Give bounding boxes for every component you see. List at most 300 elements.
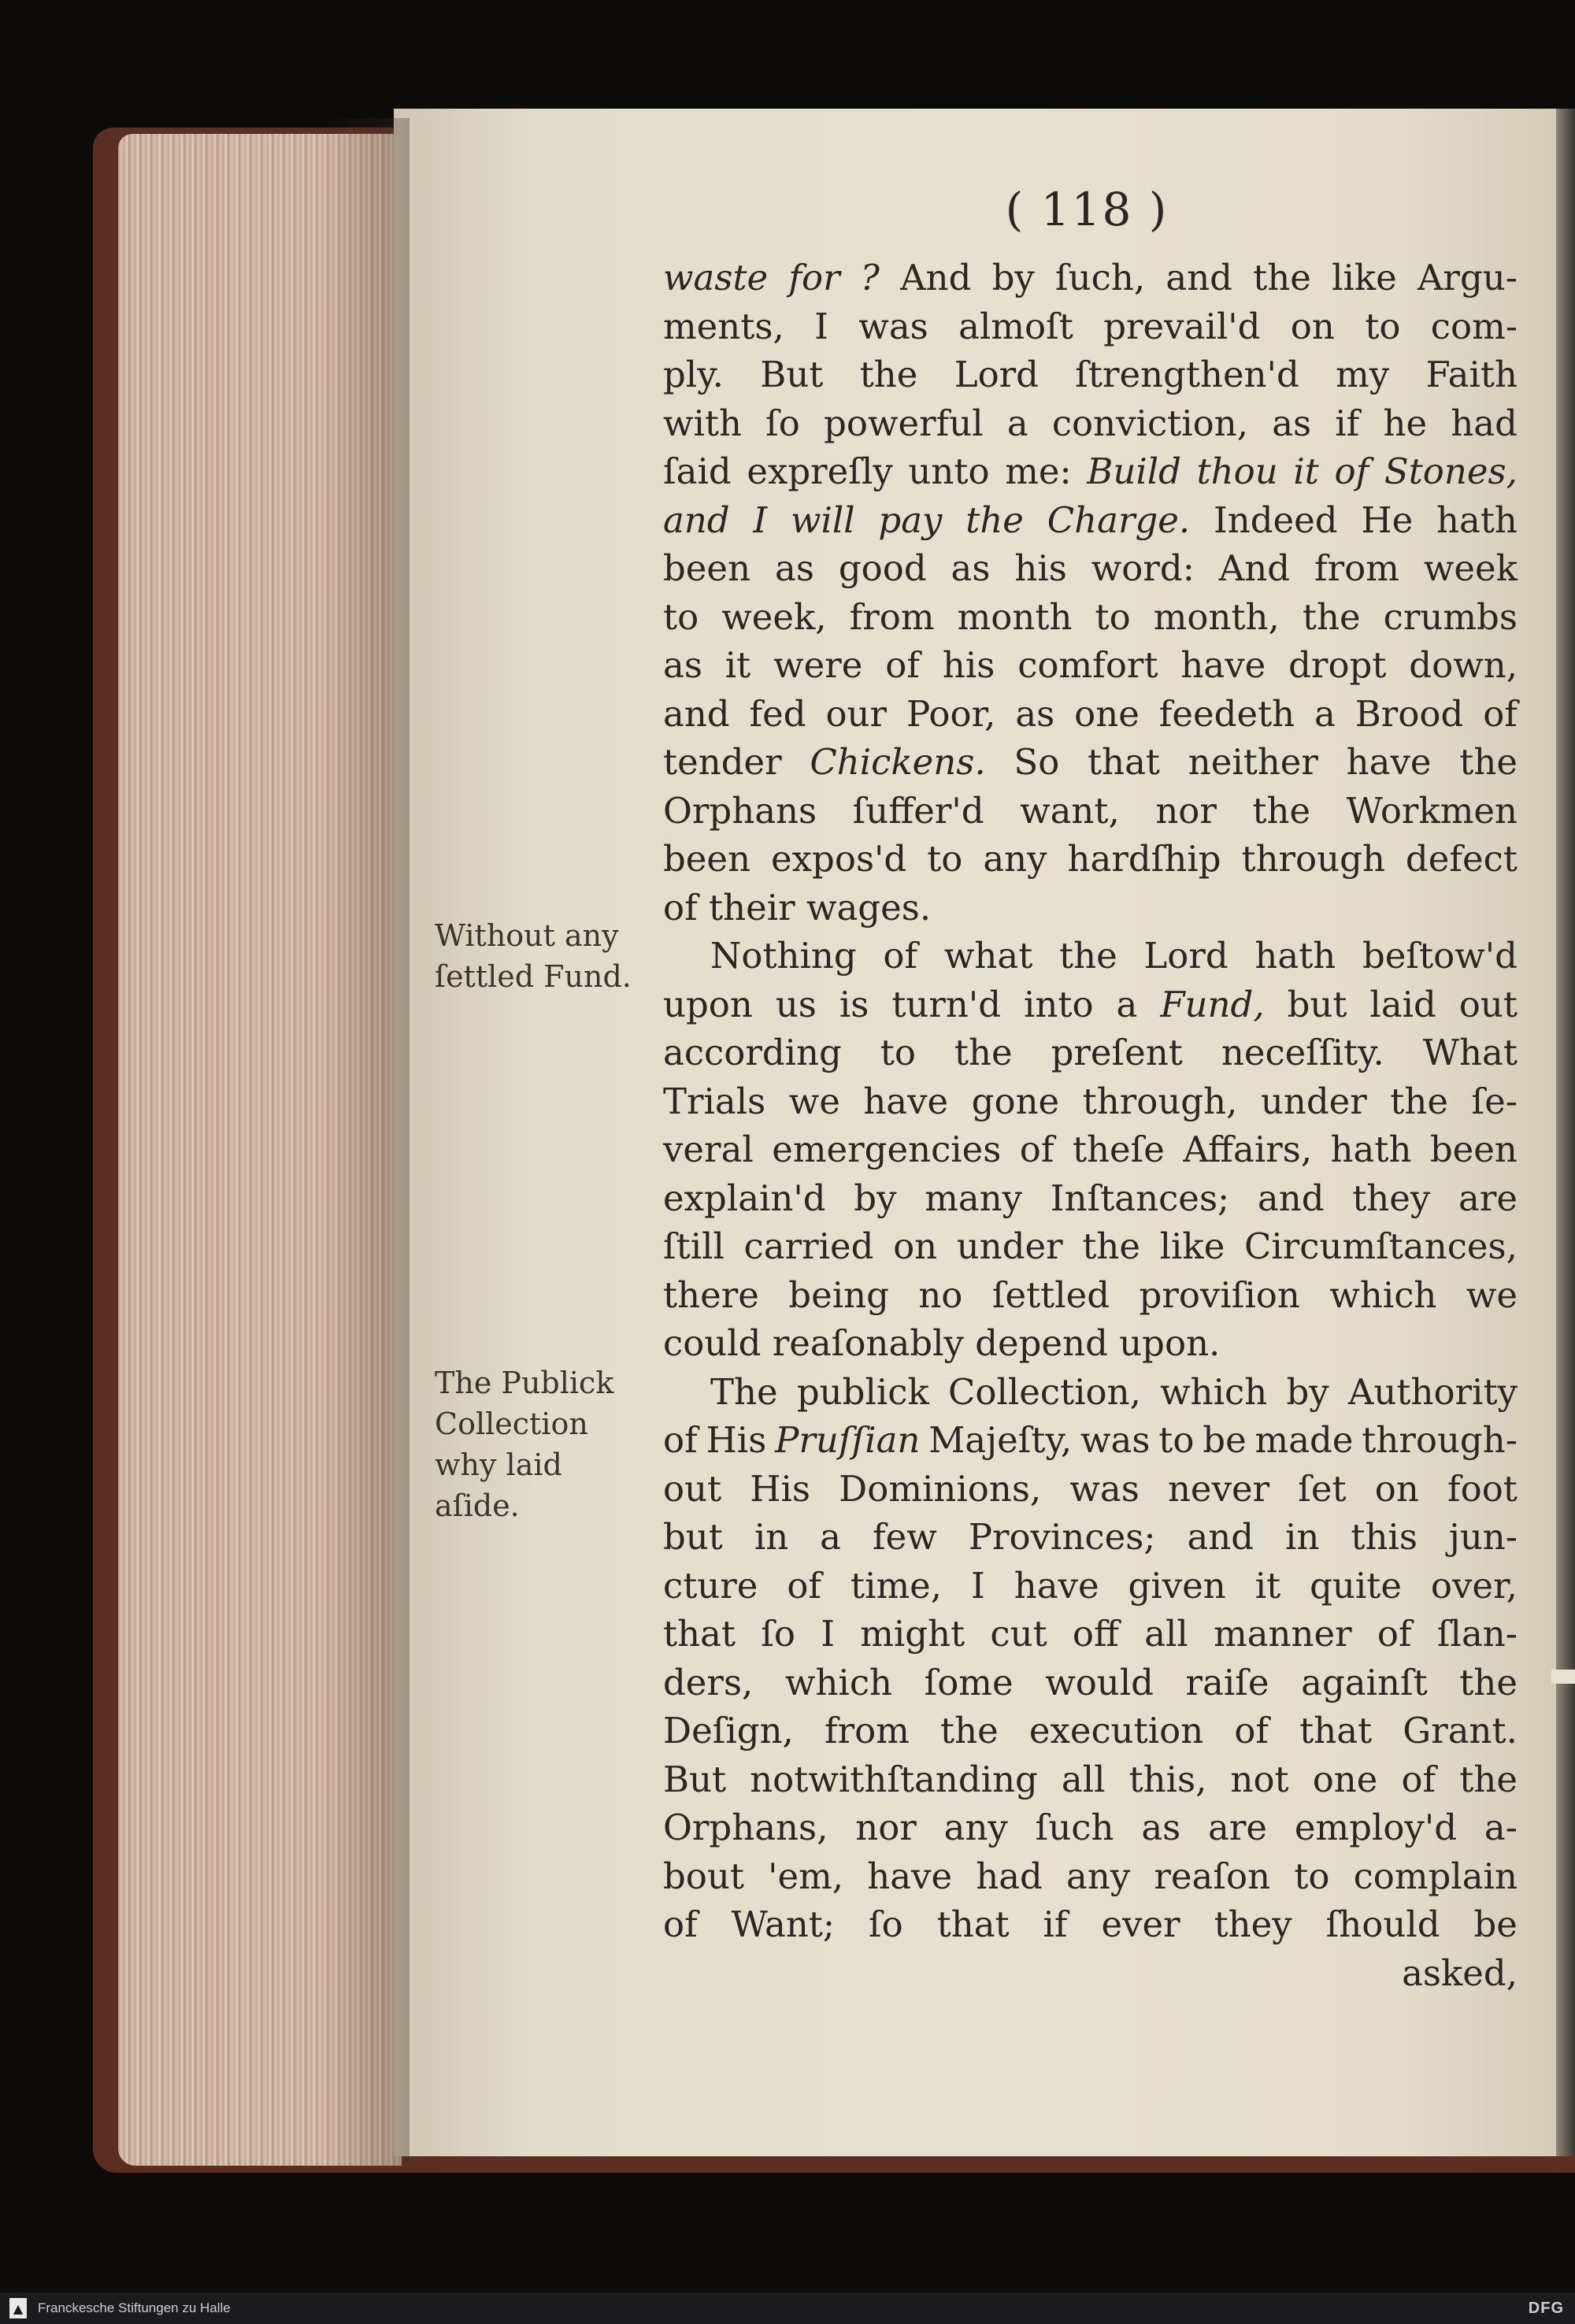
page-tab <box>1551 1670 1575 1684</box>
text-word: againſt <box>1301 1661 1428 1703</box>
text-word: the <box>1459 1661 1518 1703</box>
margin-note-settled-fund <box>435 915 655 997</box>
text-word: we <box>1466 1273 1518 1316</box>
text-word: and <box>1187 1516 1254 1558</box>
text-line <box>663 932 1518 980</box>
text-word: to <box>1095 595 1131 638</box>
text-word: Indeed <box>1213 499 1338 541</box>
text-word: foot <box>1447 1467 1518 1510</box>
text-word: quite <box>1310 1564 1402 1607</box>
text-word: hardſhip <box>1067 838 1221 880</box>
text-word: this <box>1351 1516 1418 1558</box>
text-word: week, <box>721 595 827 638</box>
footer-bar <box>0 2292 1575 2324</box>
text-word: of <box>1483 692 1518 735</box>
text-word: carried <box>743 1225 874 1267</box>
text-word: waste <box>663 257 769 298</box>
text-word: they <box>1352 1177 1431 1219</box>
text-word: me: <box>1005 450 1072 492</box>
text-word: ply. <box>663 354 724 395</box>
text-word: 'em, <box>768 1855 844 1897</box>
text-word: Collection, <box>947 1370 1141 1413</box>
text-word: Orphans, <box>663 1807 828 1848</box>
text-word: expos'd <box>771 838 907 880</box>
text-word: Lord <box>1143 935 1228 977</box>
text-line <box>663 1319 1518 1368</box>
text-word: a <box>1116 983 1138 1025</box>
text-word: like <box>1332 257 1397 298</box>
text-word: Provinces; <box>968 1516 1156 1558</box>
text-word: And <box>1218 547 1291 589</box>
text-word: as <box>1141 1807 1181 1848</box>
text-line <box>663 1416 1518 1465</box>
text-word: that <box>663 1613 736 1655</box>
text-word: Orphans <box>663 789 817 832</box>
text-word: almoſt <box>958 305 1073 347</box>
text-word: us <box>775 983 817 1025</box>
text-word: and <box>663 499 730 541</box>
text-word: emergencies <box>772 1129 1002 1170</box>
text-word: any <box>983 838 1047 880</box>
text-word: have <box>1346 741 1432 783</box>
text-word: nor <box>855 1807 917 1848</box>
text-word: He <box>1361 499 1414 541</box>
text-line <box>663 1659 1518 1707</box>
text-line <box>663 1125 1518 1174</box>
text-word: turn'd <box>891 983 1002 1025</box>
text-span: asked, <box>1402 1951 1518 1994</box>
text-word: that <box>936 1903 1010 1945</box>
text-word: that <box>1088 741 1161 783</box>
text-word: be <box>1203 1419 1247 1461</box>
text-word: any <box>943 1807 1008 1848</box>
text-word: they <box>1214 1903 1292 1945</box>
text-word: His <box>750 1467 811 1510</box>
text-word: be <box>1473 1903 1518 1945</box>
text-word: with <box>663 402 742 444</box>
text-line <box>663 1562 1518 1610</box>
text-word: month <box>957 595 1073 638</box>
text-word: ſo <box>868 1903 903 1945</box>
text-word: good <box>838 547 927 589</box>
text-line <box>663 1174 1518 1223</box>
text-word: veral <box>663 1129 754 1170</box>
text-word: ſtrengthen'd <box>1075 354 1299 395</box>
text-word: according <box>663 1032 842 1073</box>
text-word: ſhould <box>1325 1903 1440 1945</box>
text-line <box>663 787 1518 836</box>
text-word: Charge. <box>1047 499 1191 541</box>
text-word: preſent <box>1051 1032 1183 1073</box>
text-word: my <box>1336 354 1390 395</box>
text-word: And <box>900 257 972 298</box>
text-word: and <box>1257 1177 1325 1219</box>
text-word: I <box>814 305 828 347</box>
text-word: the <box>940 1710 999 1751</box>
text-word: of <box>663 1903 698 1945</box>
text-word: feedeth <box>1158 692 1295 735</box>
text-word: ever <box>1101 1903 1180 1945</box>
text-word: of <box>663 1419 698 1461</box>
text-word: theſe <box>1072 1129 1165 1170</box>
text-word: ments, <box>663 305 784 347</box>
text-line <box>663 980 1518 1029</box>
text-word: one <box>1074 692 1140 735</box>
text-word: and <box>663 692 730 735</box>
text-word: laid <box>1369 983 1436 1025</box>
text-word: ſo <box>765 402 800 444</box>
text-word: proviſion <box>1139 1273 1300 1316</box>
body-text <box>663 254 1518 1997</box>
text-word: he <box>1383 402 1428 444</box>
text-word: Lord <box>954 354 1039 395</box>
text-word: on <box>1374 1467 1419 1510</box>
text-word: was <box>1080 1419 1151 1461</box>
text-word: are <box>1458 1177 1518 1219</box>
text-word: our <box>825 692 888 735</box>
text-line <box>663 1271 1518 1320</box>
text-word: beſtow'd <box>1362 935 1518 977</box>
text-word: made <box>1254 1419 1354 1461</box>
text-line <box>663 1949 1518 1998</box>
margin-note-publick-collection <box>435 1362 655 1526</box>
text-word: jun- <box>1448 1516 1518 1558</box>
text-word: ſe- <box>1471 1080 1518 1122</box>
text-word: word: <box>1091 547 1195 589</box>
text-word: reaſon <box>1154 1855 1271 1897</box>
text-word: any <box>1066 1855 1131 1897</box>
footer-institution-label: Franckesche Stiftungen zu Halle <box>38 2300 231 2315</box>
text-word: the <box>1459 1758 1518 1800</box>
institution-logo-icon: ▲ <box>9 2298 27 2318</box>
text-line <box>663 690 1518 739</box>
text-word: Argu- <box>1417 257 1518 298</box>
text-word: from <box>1314 547 1399 589</box>
margin-note-line: ſettled Fund. <box>435 959 632 994</box>
text-word: hath <box>1436 499 1518 541</box>
text-word: Build <box>1087 450 1181 492</box>
text-word: Stones, <box>1384 450 1518 492</box>
text-word: a <box>820 1516 841 1558</box>
text-word: But <box>663 1758 727 1800</box>
text-word: ſo <box>761 1613 795 1655</box>
text-line <box>663 1610 1518 1659</box>
text-word: which <box>1160 1370 1268 1413</box>
text-line <box>663 1852 1518 1901</box>
text-word: of <box>787 1564 822 1607</box>
text-word: Poor, <box>906 692 996 735</box>
text-word: this, <box>1128 1758 1207 1800</box>
text-word: was <box>858 305 928 347</box>
text-word: have <box>1180 644 1266 686</box>
text-line <box>663 738 1518 787</box>
text-line <box>663 350 1518 399</box>
text-line <box>663 1803 1518 1852</box>
text-word: bout <box>663 1855 744 1897</box>
text-word: if <box>1335 402 1360 444</box>
text-word: the <box>1302 595 1361 638</box>
text-word: ? <box>860 257 880 298</box>
page-right-edge <box>1556 109 1575 2156</box>
text-line <box>663 544 1518 593</box>
text-word: by <box>991 257 1035 298</box>
text-word: was <box>1069 1467 1140 1510</box>
text-word: Trials <box>663 1080 766 1122</box>
text-word: through <box>1241 838 1385 880</box>
text-word: fed <box>749 692 806 735</box>
text-line <box>663 1755 1518 1804</box>
text-word: neceſſity. <box>1221 1032 1384 1073</box>
text-word: tender <box>663 741 782 783</box>
text-word: neither <box>1188 741 1318 783</box>
text-word: might <box>860 1613 965 1655</box>
text-line <box>663 496 1518 545</box>
text-word: ſuffer'd <box>852 789 984 832</box>
text-word: of <box>1377 1613 1412 1655</box>
text-word: have <box>867 1855 953 1897</box>
text-word: Affairs, <box>1183 1129 1313 1170</box>
page-number: ( 118 ) <box>1005 183 1169 236</box>
text-word: publick <box>796 1370 929 1413</box>
text-span: of their wages. <box>663 886 932 928</box>
text-word: by <box>854 1177 897 1219</box>
text-word: been <box>663 547 751 589</box>
text-word: unto <box>908 450 990 492</box>
text-word: the <box>1059 935 1117 977</box>
text-word: off <box>1072 1613 1119 1655</box>
text-word: to <box>927 838 963 880</box>
text-word: Faith <box>1425 354 1518 395</box>
text-word: Pruſſian <box>775 1419 921 1461</box>
text-line <box>663 254 1518 302</box>
text-word: being <box>788 1273 889 1316</box>
text-word: through, <box>1082 1080 1238 1122</box>
text-word: upon <box>663 983 753 1025</box>
text-word: will <box>790 499 855 541</box>
text-word: week <box>1423 547 1518 589</box>
text-word: if <box>1043 1903 1068 1945</box>
text-line <box>663 1222 1518 1271</box>
text-span: could reaſonably depend upon. <box>663 1322 1221 1364</box>
text-line <box>663 1465 1518 1514</box>
text-word: nor <box>1155 789 1217 832</box>
text-word: the <box>954 1032 1013 1073</box>
text-word: like <box>1159 1225 1225 1267</box>
text-word: it <box>1293 450 1319 492</box>
text-word: of <box>1019 1129 1054 1170</box>
text-word: the <box>965 499 1024 541</box>
text-word: Deſign, <box>663 1710 794 1751</box>
text-word: Nothing <box>710 935 857 977</box>
text-word: of <box>885 644 921 686</box>
text-line <box>663 1077 1518 1126</box>
text-word: the <box>1253 257 1311 298</box>
text-word: out <box>1458 983 1518 1025</box>
text-word: of <box>883 935 918 977</box>
text-word: the <box>859 354 918 395</box>
text-word: So <box>1014 741 1060 783</box>
text-word: in <box>1285 1516 1320 1558</box>
text-word: comfort <box>1017 644 1158 686</box>
footer-brand-logo: DFG <box>1528 2299 1564 2317</box>
margin-note-line: The Publick <box>435 1366 614 1400</box>
text-word: under <box>1260 1080 1367 1122</box>
text-line <box>663 1707 1518 1755</box>
text-word: his <box>942 644 995 686</box>
text-word: it <box>724 644 751 686</box>
margin-note-line: why laid aſide. <box>435 1447 562 1523</box>
text-word: powerful <box>824 402 984 444</box>
text-word: a- <box>1484 1807 1518 1848</box>
text-line <box>663 884 1518 932</box>
text-word: I <box>821 1613 835 1655</box>
text-word: Brood <box>1354 692 1464 735</box>
text-word: ſaid <box>663 450 732 492</box>
text-word: hath <box>1254 935 1336 977</box>
text-line <box>663 399 1518 448</box>
text-word: employ'd <box>1294 1807 1458 1848</box>
text-word: all <box>1061 1758 1106 1800</box>
text-word: from <box>849 595 935 638</box>
margin-note-line: Without any <box>435 918 619 953</box>
text-word: on <box>1290 305 1335 347</box>
text-word: pay <box>878 499 943 541</box>
text-word: are <box>1208 1807 1268 1848</box>
text-word: hath <box>1330 1129 1412 1170</box>
text-word: as <box>951 547 991 589</box>
text-word: as <box>1015 692 1055 735</box>
text-word: no <box>918 1273 963 1316</box>
text-word: were <box>773 644 863 686</box>
text-word: to <box>663 595 699 638</box>
text-word: notwithſtanding <box>750 1758 1038 1800</box>
text-word: but <box>1287 983 1347 1025</box>
text-word: to <box>1158 1419 1195 1461</box>
text-word: the <box>1252 789 1311 832</box>
text-word: we <box>788 1080 840 1122</box>
text-word: never <box>1167 1467 1270 1510</box>
text-line <box>663 835 1518 884</box>
text-word: for <box>788 257 840 298</box>
text-word: explain'd <box>663 1177 826 1219</box>
text-word: what <box>943 935 1033 977</box>
text-word: would <box>1045 1661 1154 1703</box>
text-word: ſome <box>924 1661 1014 1703</box>
text-word: few <box>872 1516 937 1558</box>
text-word: ſlan- <box>1436 1613 1518 1655</box>
text-word: month, <box>1153 595 1280 638</box>
text-word: the <box>1082 1225 1141 1267</box>
text-word: his <box>1014 547 1067 589</box>
text-word: What <box>1422 1032 1518 1073</box>
text-word: not <box>1230 1758 1289 1800</box>
text-word: ſet <box>1298 1467 1347 1510</box>
text-word: Workmen <box>1346 789 1518 832</box>
text-word: been <box>1429 1129 1518 1170</box>
text-word: want, <box>1020 789 1120 832</box>
text-word: Inſtances; <box>1050 1177 1230 1219</box>
text-word: ſuch, <box>1055 257 1146 298</box>
text-word: prevail'd <box>1103 305 1261 347</box>
text-word: which <box>1329 1273 1437 1316</box>
text-word: raiſe <box>1185 1661 1269 1703</box>
text-word: there <box>663 1273 759 1316</box>
text-word: of <box>1401 1758 1436 1800</box>
text-word: it <box>1254 1564 1281 1607</box>
text-word: Authority <box>1347 1370 1518 1413</box>
text-word: have <box>1014 1564 1099 1607</box>
text-word: I <box>971 1564 985 1607</box>
text-word: by <box>1286 1370 1329 1413</box>
text-word: ſuch <box>1035 1807 1114 1848</box>
text-word: of <box>1234 1710 1269 1751</box>
text-word: the <box>1390 1080 1448 1122</box>
text-word: but <box>663 1516 723 1558</box>
text-word: all <box>1144 1613 1188 1655</box>
text-word: of <box>1334 450 1369 492</box>
text-word: com- <box>1430 305 1518 347</box>
text-word: I <box>753 499 768 541</box>
text-word: as <box>774 547 814 589</box>
text-word: gone <box>971 1080 1060 1122</box>
text-word: as <box>663 644 702 686</box>
text-word: time, <box>850 1564 943 1607</box>
text-word: The <box>710 1370 778 1413</box>
text-word: complain <box>1353 1855 1518 1897</box>
text-word: ſettled <box>991 1273 1110 1316</box>
text-word: had <box>976 1855 1043 1897</box>
text-word: expreſly <box>747 450 893 492</box>
text-word: from <box>824 1710 910 1751</box>
text-word: into <box>1024 983 1094 1025</box>
margin-note-line: Collection <box>435 1407 588 1441</box>
text-word: thou <box>1196 450 1278 492</box>
text-word: over, <box>1430 1564 1518 1607</box>
text-line <box>663 641 1518 690</box>
text-line <box>663 1900 1518 1949</box>
text-word: Circumſtances, <box>1243 1225 1518 1267</box>
text-word: His <box>706 1419 767 1461</box>
text-word: cut <box>990 1613 1047 1655</box>
text-word: execution <box>1028 1710 1204 1751</box>
text-word: But <box>760 354 824 395</box>
text-word: is <box>839 983 869 1025</box>
text-line <box>663 1029 1518 1077</box>
text-word: Chickens. <box>810 741 986 783</box>
text-word: dropt <box>1288 644 1387 686</box>
text-word: crumbs <box>1383 595 1518 638</box>
text-word: cture <box>663 1564 758 1607</box>
text-word: and <box>1166 257 1232 298</box>
text-word: on <box>893 1225 938 1267</box>
text-word: under <box>956 1225 1063 1267</box>
text-line <box>663 447 1518 496</box>
text-word: Majeſty, <box>928 1419 1073 1461</box>
text-word: conviction, <box>1051 402 1249 444</box>
text-word: ders, <box>663 1661 754 1703</box>
text-word: manner <box>1214 1613 1352 1655</box>
text-word: out <box>663 1467 722 1510</box>
text-word: had <box>1451 402 1518 444</box>
text-word: to <box>880 1032 916 1073</box>
text-word: down, <box>1409 644 1518 686</box>
text-word: to <box>1294 1855 1330 1897</box>
text-word: that <box>1299 1710 1373 1751</box>
text-word: through- <box>1362 1419 1518 1461</box>
text-word: been <box>663 838 751 880</box>
text-word: given <box>1128 1564 1226 1607</box>
text-word: Dominions, <box>839 1467 1042 1510</box>
